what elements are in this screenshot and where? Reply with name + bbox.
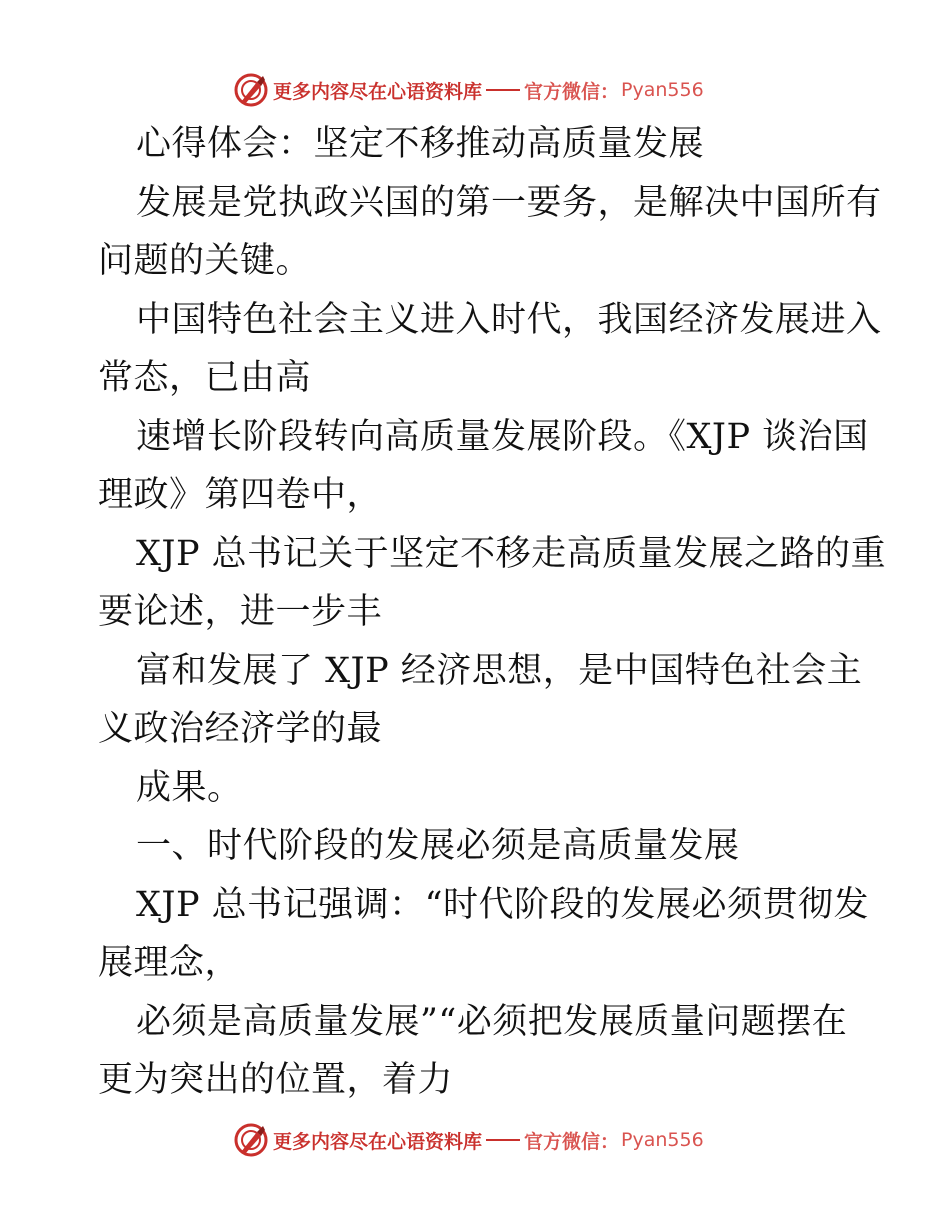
paragraph-line: 更为突出的位置，着力 (98, 1060, 454, 1100)
paragraph-line: 必须是高质量发展”“必须把发展质量问题摆在 (136, 1001, 848, 1042)
paragraph-line: 义政治经济学的最 (98, 709, 383, 749)
document-body (98, 115, 887, 1110)
watermark-header (233, 70, 704, 110)
paragraph-line: 成果。 (136, 767, 243, 808)
paragraph-line: 发展是党执政兴国的第一要务，是解决中国所有 (136, 182, 882, 223)
paragraph-line: 理政》第四卷中， (98, 475, 383, 515)
paragraph-line: 展理念， (98, 943, 241, 983)
watermark-text: 更多内容尽在心语资料库 (273, 1130, 483, 1153)
watermark-wechat-label: 官方微信： (524, 1130, 620, 1153)
quill-logo-icon (233, 1122, 269, 1158)
watermark-footer (233, 1120, 704, 1160)
paragraph-line: XJP 总书记关于坚定不移走高质量发展之路的重 (136, 533, 887, 574)
paragraph-line: 问题的关键。 (98, 241, 312, 281)
watermark-dash (486, 1139, 520, 1141)
section-heading: 一、时代阶段的发展必须是高质量发展 (136, 826, 740, 866)
paragraph-line: 要论述，进一步丰 (98, 592, 383, 632)
watermark-wechat-label: 官方微信： (524, 80, 620, 103)
paragraph-line: 中国特色社会主义进入时代，我国经济发展进入 (136, 299, 882, 340)
paragraph-line: 速增长阶段转向高质量发展阶段。《XJP 谈治国 (136, 416, 869, 457)
paragraph-line: 常态，已由高 (98, 358, 312, 398)
quill-logo-icon (233, 72, 269, 108)
paragraph-line: 富和发展了 XJP 经济思想，是中国特色社会主 (136, 650, 863, 691)
watermark-wechat-id: Pyan556 (621, 79, 704, 101)
watermark-text: 更多内容尽在心语资料库 (273, 80, 483, 103)
watermark-dash (486, 89, 520, 91)
paragraph-line: XJP 总书记强调：“时代阶段的发展必须贯彻发 (136, 884, 870, 925)
document-title: 心得体会：坚定不移推动高质量发展 (136, 124, 705, 164)
watermark-wechat-id: Pyan556 (621, 1129, 704, 1151)
